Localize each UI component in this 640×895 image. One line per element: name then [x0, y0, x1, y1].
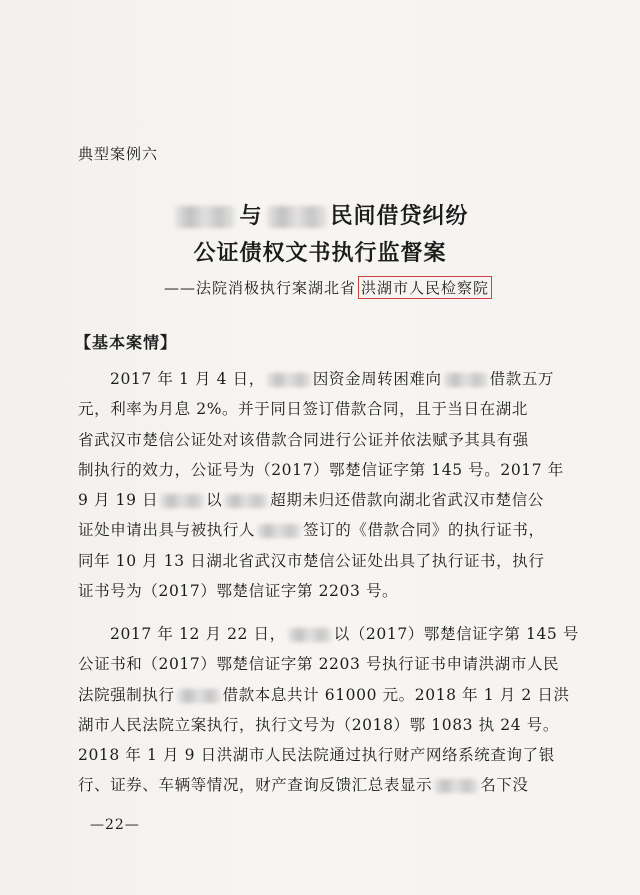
highlighted-procuratorate: 洪湖市人民检察院	[358, 276, 492, 299]
page-number: —22—	[90, 817, 140, 833]
redacted-name	[267, 373, 311, 387]
subtitle-prefix: ——法院消极执行案湖北省	[164, 279, 357, 297]
redacted-name	[288, 628, 332, 642]
redacted-name	[257, 524, 301, 538]
redacted-name	[267, 206, 327, 228]
text-line: 湖市人民法院立案执行，执行文号为（2018）鄂 1083 执 24 号。	[78, 715, 559, 734]
text-line: 行、证券、车辆等情况，财产查询反馈汇总表显示 名下没	[78, 776, 529, 795]
redacted-name	[175, 206, 235, 228]
text-line: 制执行的效力，公证号为（2017）鄂楚信证字第 145 号。2017 年	[78, 460, 564, 479]
title-line-2: 公证债权文书执行监督案	[193, 240, 447, 266]
case-label: 典型案例六	[78, 145, 159, 163]
text-line: 9 月 19 日 以 超期未归还借款向湖北省武汉市楚信公	[78, 491, 544, 510]
title-line-1-end: 民间借贷纠纷	[330, 203, 469, 229]
paragraph-1	[78, 364, 578, 606]
redacted-name	[224, 494, 268, 508]
text-line: 省武汉市楚信公证处对该借款合同进行公证并依法赋予其具有强	[78, 430, 529, 449]
text-line: 证书号为（2017）鄂楚信证字第 2203 号。	[78, 582, 399, 601]
text-line: 同年 10 月 13 日湖北省武汉市楚信公证处出具了执行证书，执行	[78, 551, 545, 570]
redacted-name	[177, 689, 221, 703]
redacted-name	[434, 779, 478, 793]
title-conjunction: 与	[239, 203, 263, 229]
subtitle	[164, 276, 492, 299]
paragraph-2	[78, 619, 578, 801]
redacted-name	[444, 373, 488, 387]
redacted-name	[160, 494, 204, 508]
title-line-1	[0, 199, 640, 230]
section-heading: 【基本案情】	[75, 333, 178, 352]
text-line: 元，利率为月息 2%。并于同日签订借款合同，且于当日在湖北	[78, 400, 528, 419]
text-line: 2018 年 1 月 9 日洪湖市人民法院通过执行财产网络系统查询了银	[78, 746, 555, 765]
text-line: 2017 年 1 月 4 日， 因资金周转困难向 借款五万	[110, 370, 555, 388]
text-line: 证处申请出具与被执行人 签订的《借款合同》的执行证书，	[78, 521, 545, 540]
text-line: 法院强制执行 借款本息共计 61000 元。2018 年 1 月 2 日洪	[78, 685, 570, 704]
text-line: 2017 年 12 月 22 日， 以（2017）鄂楚信证字第 145 号	[110, 625, 580, 643]
text-line: 公证书和（2017）鄂楚信证字第 2203 号执行证书申请洪湖市人民	[78, 655, 560, 674]
